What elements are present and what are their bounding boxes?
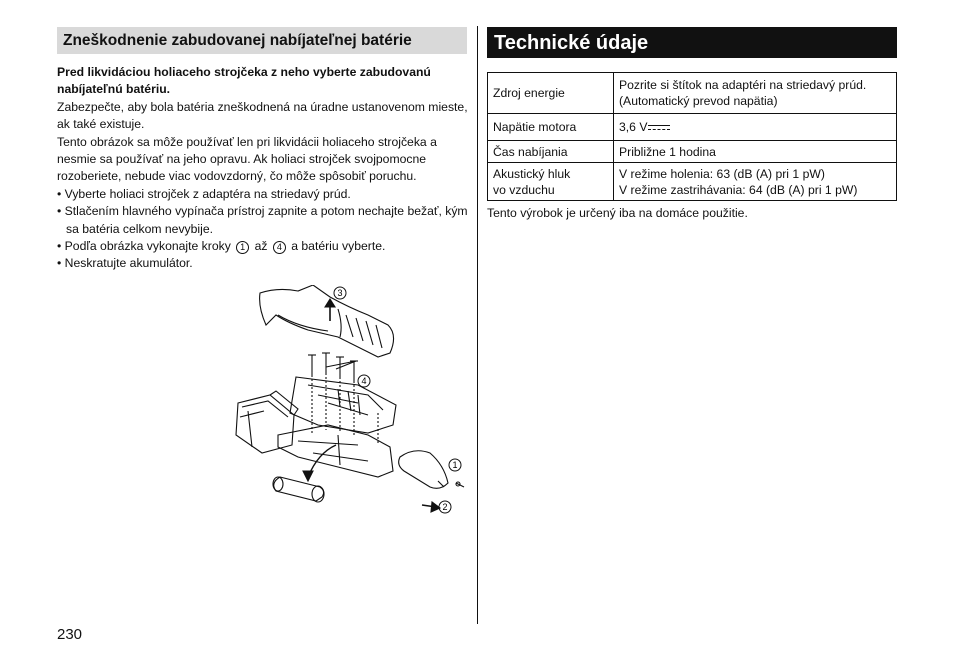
steps-list: [57, 186, 469, 273]
spec-value: V režime holenia: 63 (dB (A) pri 1 pW) V režime zastrihávania: 64 (dB (A) pri 1 pW): [614, 163, 897, 201]
table-row: [488, 141, 897, 163]
spec-key: Zdroj energie: [488, 73, 614, 114]
spec-table: [487, 72, 897, 201]
table-row: [488, 73, 897, 114]
spec-key: Čas nabíjania: [488, 141, 614, 163]
tech-spec-heading: Technické údaje: [487, 27, 897, 58]
spec-value: Pozrite si štítok na adaptéri na striedavý prúd. (Automatický prevod napätia): [614, 73, 897, 114]
table-row: [488, 163, 897, 201]
para-2: Tento obrázok sa môže používať len pri likvidácii holiaceho strojčeka a nesmie sa používať na jeho opravu. Ak holiaci strojček svojpomocne rozoberiete, nebude viac vodovzdorný, čo môže spôsobiť poruchu.: [57, 134, 437, 184]
spec-value: 3,6 V: [614, 114, 897, 141]
para-1: Zabezpečte, aby bola batéria zneškodnená na úradne ustanovenom mieste, ak také existuje.: [57, 99, 468, 132]
list-item: • Podľa obrázka vykonajte kroky 1 až 4 a batériu vyberte.: [57, 239, 386, 254]
disposal-heading: Zneškodnenie zabudovanej nabíjateľnej batérie: [57, 27, 467, 54]
figure-label-4: 4: [361, 376, 367, 386]
page-number: 230: [57, 626, 83, 643]
figure-label-3: 3: [337, 288, 343, 298]
spec-key: Akustický hluk vo vzduchu: [488, 163, 614, 201]
list-item: • Vyberte holiaci strojček z adaptéra na striedavý prúd.: [57, 186, 351, 201]
tech-spec-section: [487, 27, 897, 220]
disassembly-illustration: [218, 285, 473, 520]
disposal-section: [57, 27, 469, 273]
spec-value: Približne 1 hodina: [614, 141, 897, 163]
dc-symbol-icon: [648, 124, 670, 132]
table-row: [488, 114, 897, 141]
list-item: • Neskratujte akumulátor.: [57, 256, 193, 271]
intro-bold: Pred likvidáciou holiaceho strojčeka z neho vyberte zabudovanú nabíjateľnú batériu.: [57, 65, 431, 97]
step-circle-1: 1: [236, 241, 249, 254]
column-divider: [477, 26, 478, 624]
figure-label-2: 2: [442, 502, 448, 512]
usage-note: Tento výrobok je určený iba na domáce použitie.: [487, 206, 748, 220]
spec-key: Napätie motora: [488, 114, 614, 141]
list-item: • Stlačením hlavného vypínača prístroj zapnite a potom nechajte bežať, kým sa batéria celkom nevybije.: [57, 204, 468, 236]
step-circle-4: 4: [273, 241, 286, 254]
figure-label-1: 1: [452, 460, 458, 470]
